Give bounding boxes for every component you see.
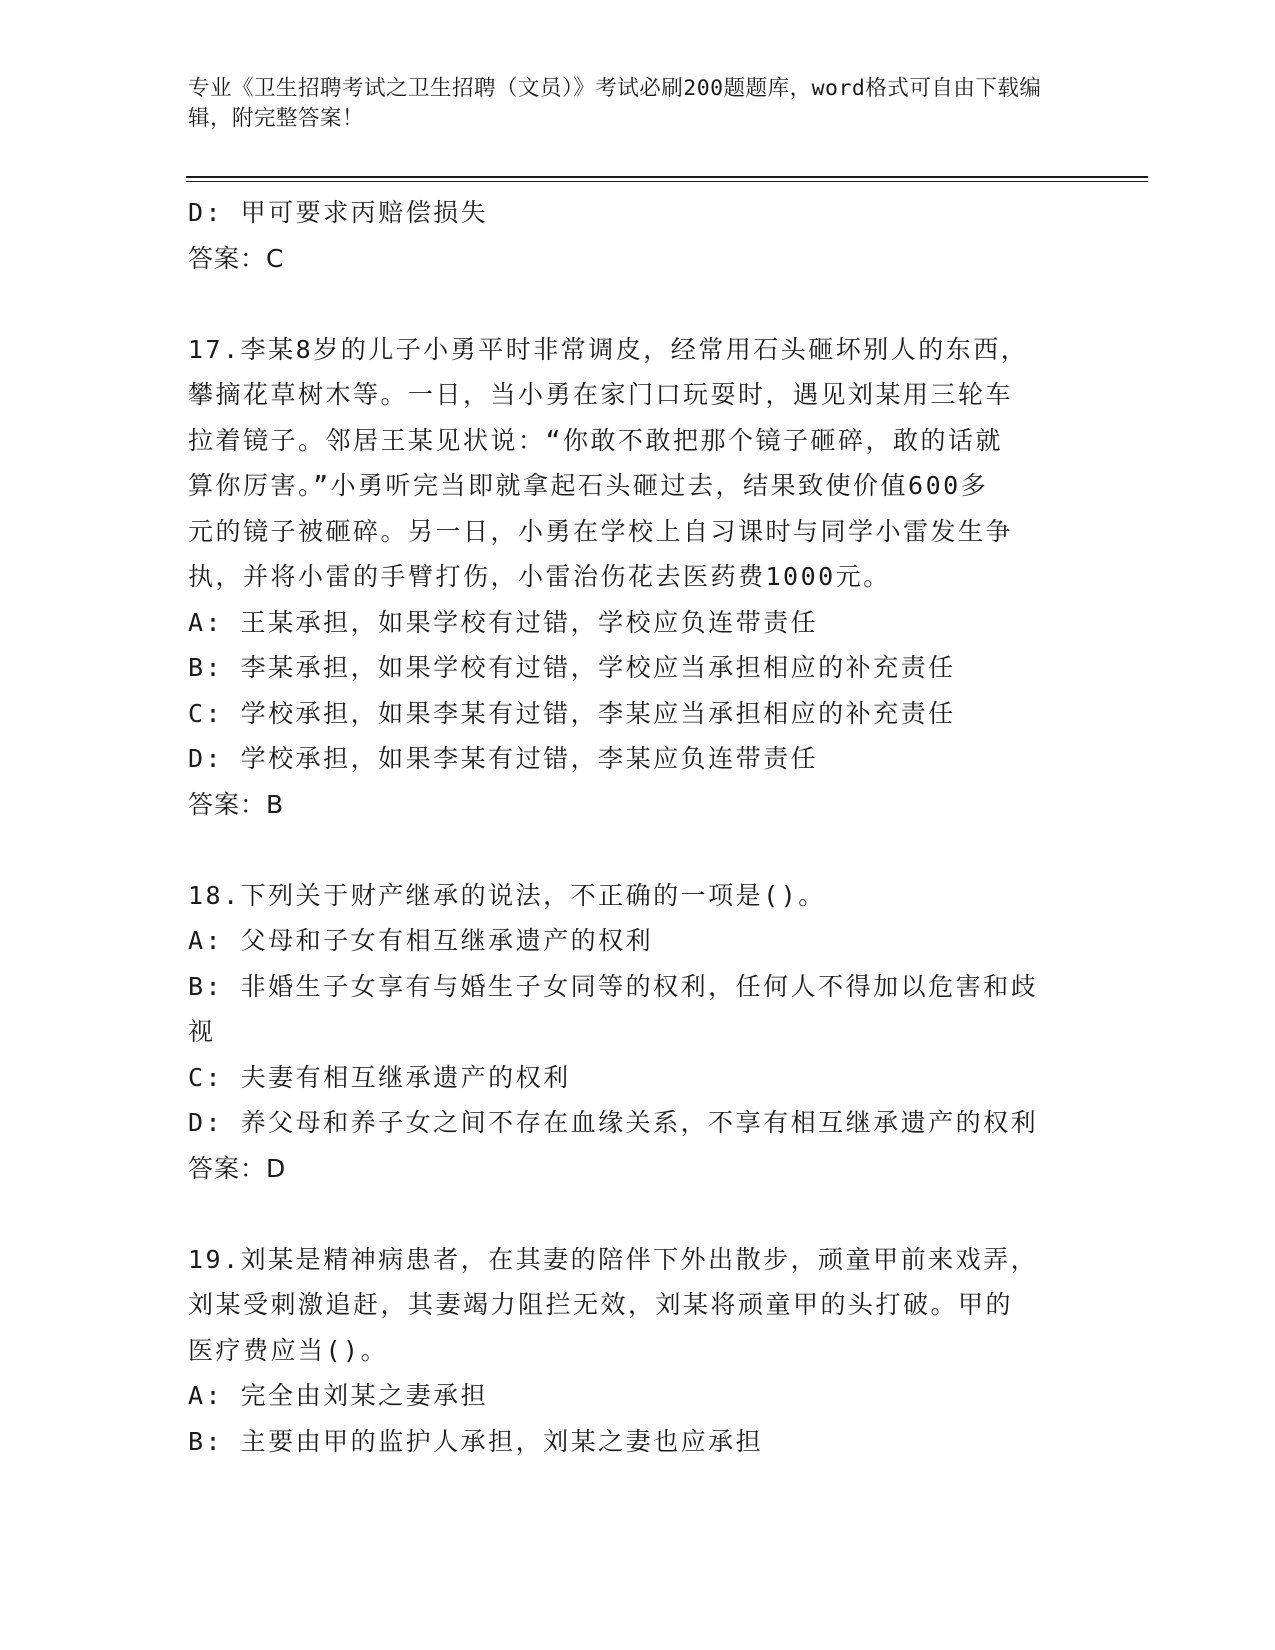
question-stem-line: 17.李某8岁的儿子小勇平时非常调皮，经常用石头砸坏别人的东西， [188, 334, 1029, 364]
spacer [188, 1191, 1088, 1237]
question-stem-line: 算你厉害。”小勇听完当即就拿起石头砸过去，结果致使价值600多 [188, 471, 989, 500]
option-a: A: 完全由刘某之妻承担 [188, 1381, 489, 1410]
option-b-continued: 视 [188, 1017, 216, 1046]
option-c: C: 学校承担，如果李某有过错，李某应当承担相应的补充责任 [188, 698, 956, 728]
question-stem-line: 拉着镜子。邻居王某见状说：“你敢不敢把那个镜子砸碎，敢的话就 [188, 425, 1004, 455]
option-d: D: 学校承担，如果李某有过错，李某应负连带责任 [188, 744, 819, 773]
answer: 答案：C [188, 243, 285, 273]
page-header: 专业《卫生招聘考试之卫生招聘（文员）》考试必刷200题题库，word格式可自由下载编辑，附完整答案！ [188, 76, 1042, 131]
question-17 [188, 327, 1088, 828]
spacer [188, 281, 1088, 327]
option-a: A: 王某承担，如果学校有过错，学校应负连带责任 [188, 607, 819, 637]
option-b: B: 李某承担，如果学校有过错，学校应当承担相应的补充责任 [188, 653, 956, 682]
question-stem-line: 刘某受刺激追赶，其妻竭力阻拦无效，刘某将顽童甲的头打破。甲的 [188, 1290, 1014, 1319]
question-stem-line: 元的镜子被砸碎。另一日，小勇在学校上自习课时与同学小雷发生争 [188, 516, 1014, 546]
header-rule-thin [186, 181, 1148, 182]
question-stem-line: 19.刘某是精神病患者，在其妻的陪伴下外出散步，顽童甲前来戏弄， [188, 1244, 1039, 1274]
question-stem-line: 医疗费应当()。 [188, 1335, 389, 1365]
answer: 答案：D [188, 1153, 287, 1183]
spacer [188, 827, 1088, 873]
question-stem-line: 执，并将小雷的手臂打伤，小雷治伤花去医药费1000元。 [188, 562, 891, 591]
question-stem-line: 攀摘花草树木等。一日，当小勇在家门口玩耍时，遇见刘某用三轮车 [188, 380, 1014, 409]
question-stem-line: 18.下列关于财产继承的说法，不正确的一项是()。 [188, 880, 826, 910]
question-19 [188, 1237, 1088, 1465]
option-b: B: 主要由甲的监护人承担，刘某之妻也应承担 [188, 1426, 764, 1456]
question-18 [188, 873, 1088, 1192]
option-a: A: 父母和子女有相互继承遗产的权利 [188, 926, 654, 955]
option-d: D: 甲可要求丙赔偿损失 [188, 198, 489, 227]
option-c: C: 夫妻有相互继承遗产的权利 [188, 1062, 571, 1092]
option-d: D: 养父母和养子女之间不存在血缘关系，不享有相互继承遗产的权利 [188, 1108, 1039, 1137]
header-rule-thick [186, 176, 1148, 178]
answer: 答案：B [188, 789, 285, 819]
document-body [188, 190, 1088, 1464]
option-b: B: 非婚生子女享有与婚生子女同等的权利，任何人不得加以危害和歧 [188, 971, 1039, 1001]
